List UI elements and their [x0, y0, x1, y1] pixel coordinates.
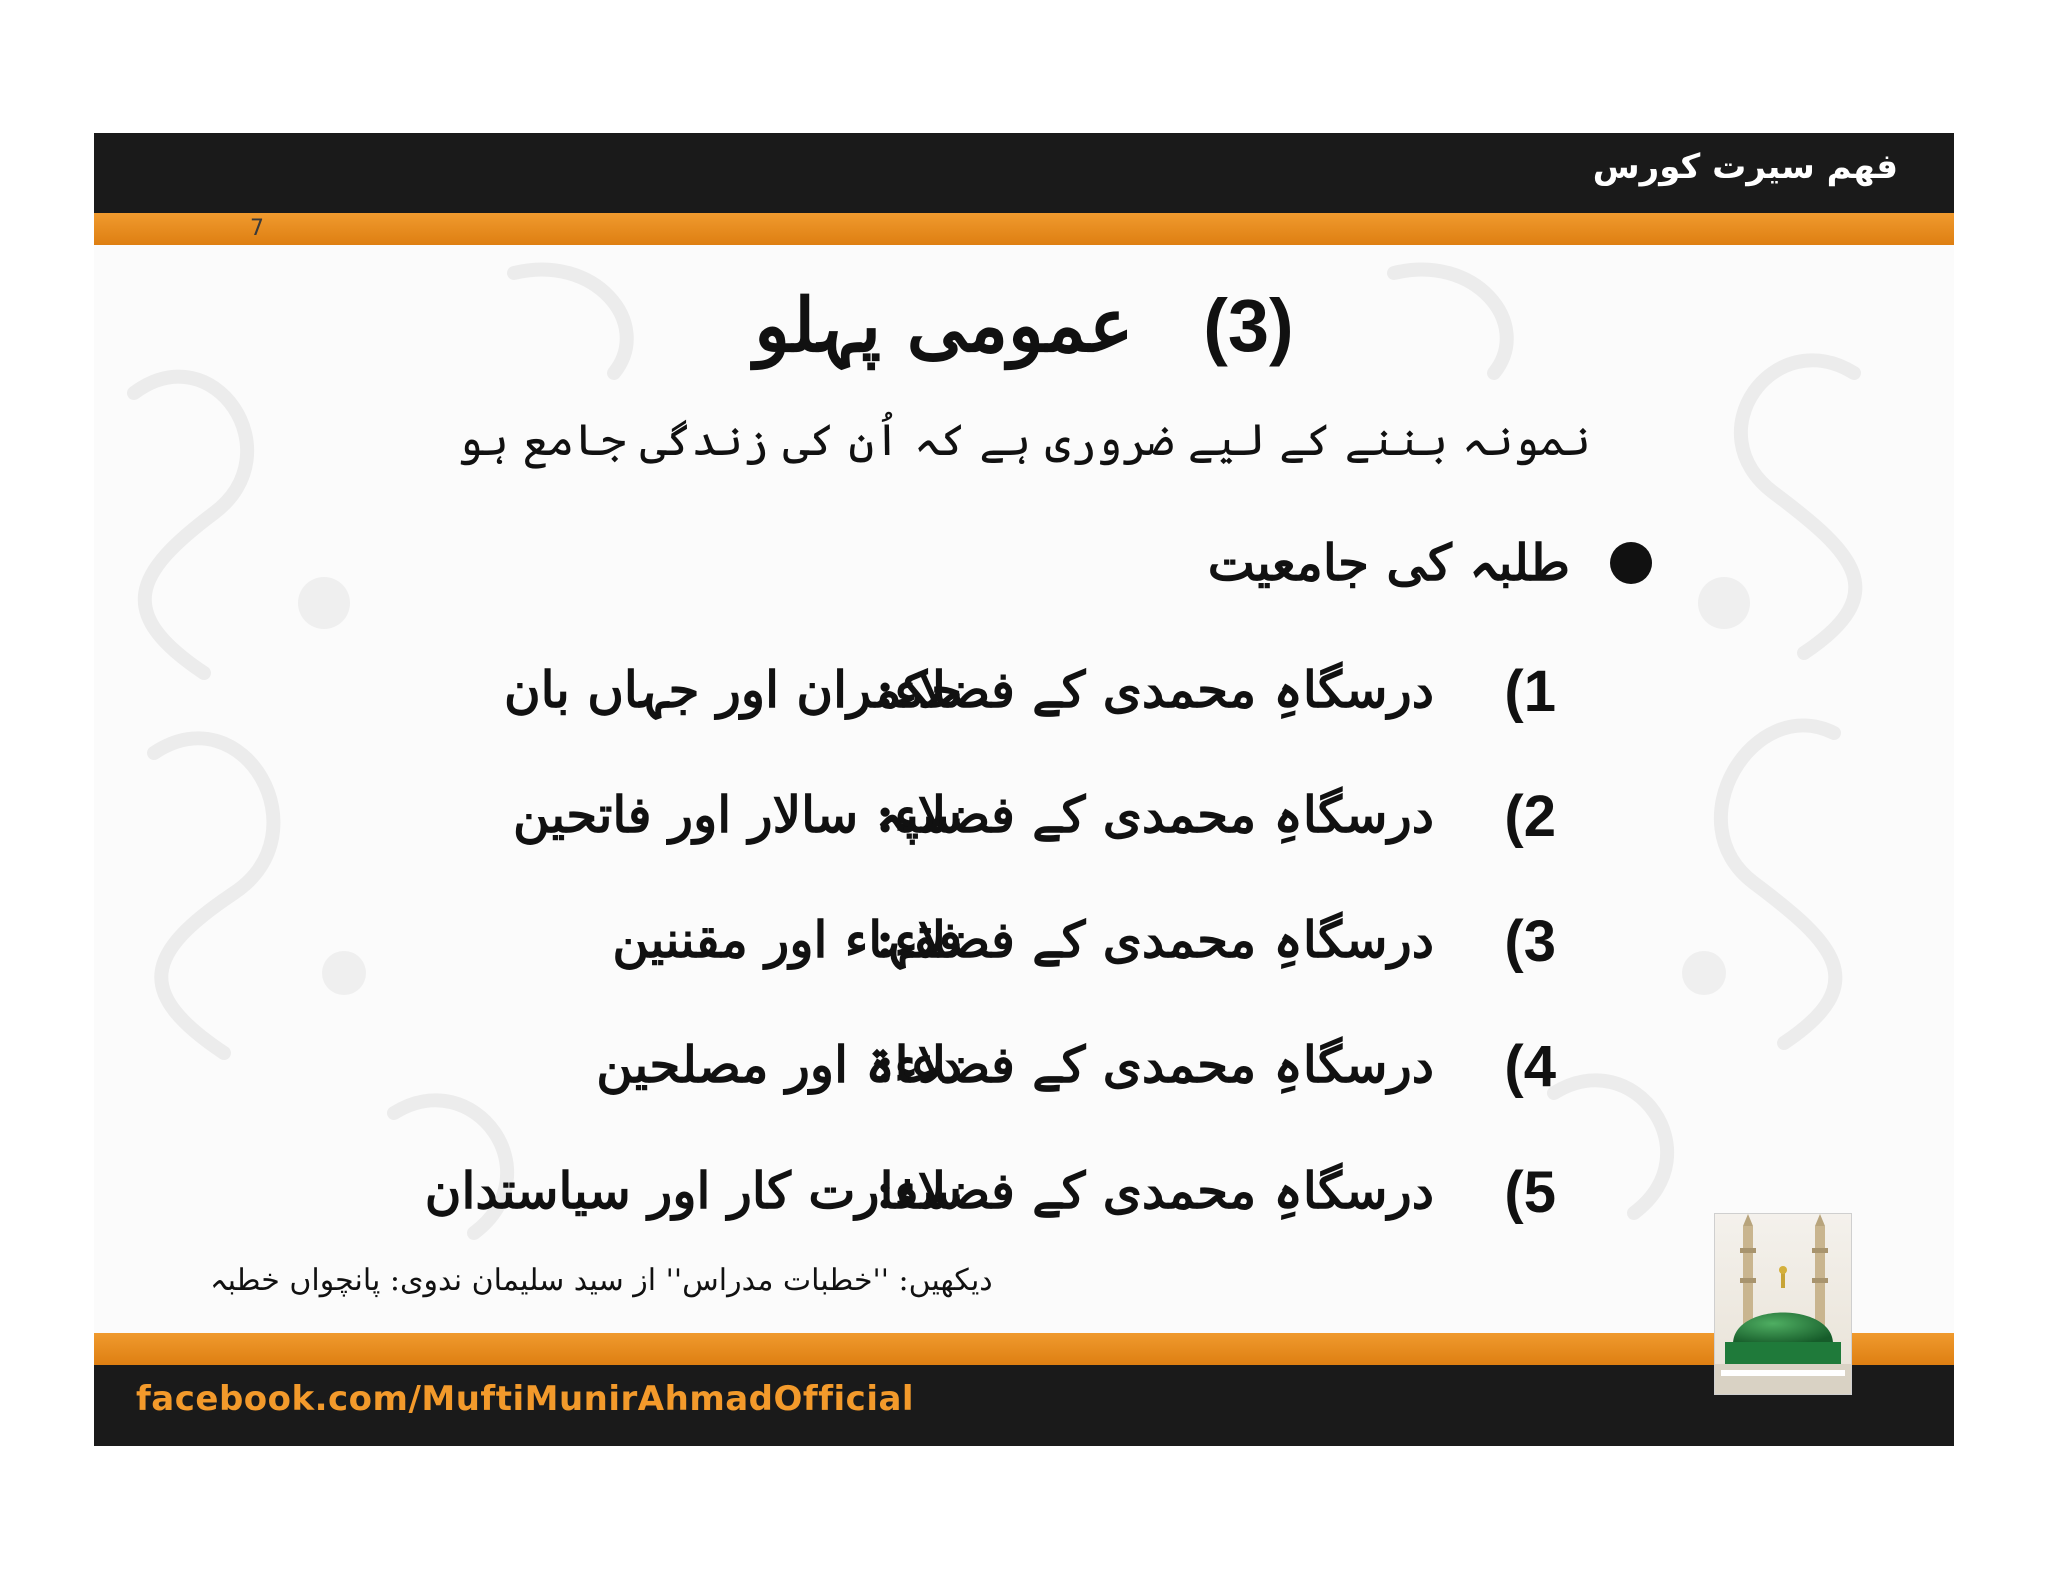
footer-accent-stripe — [94, 1333, 1954, 1365]
list-item — [94, 658, 1954, 738]
reference-note: دیکھیں: ''خطبات مدراس'' از سید سلیمان ندوی: پانچواں خطبہ — [210, 1263, 993, 1298]
list-item-number: (1 — [1504, 659, 1556, 724]
list-item-prefix: درسگاہِ محمدی کے فضلاء: — [875, 1035, 1434, 1094]
bullet-text: طلبہ کی جامعیت — [1207, 533, 1570, 592]
green-dome-mosque-icon — [1714, 1213, 1852, 1395]
list-item-number: (2 — [1504, 784, 1556, 849]
list-item-number: (4 — [1504, 1034, 1556, 1099]
bullet-point — [1208, 533, 1652, 592]
list-item — [94, 783, 1954, 863]
list-item — [94, 1159, 1954, 1239]
list-item-value: حکمران اور جہاں بان — [503, 660, 962, 719]
list-item-prefix: درسگاہِ محمدی کے فضلاء: — [875, 1161, 1434, 1220]
course-title: فهم سیرت کورس — [1592, 147, 1898, 187]
list-item-prefix: درسگاہِ محمدی کے فضلاء: — [875, 660, 1434, 719]
slide-number: 7 — [250, 216, 264, 241]
list-item-value: فقہاء اور مقننین — [612, 910, 962, 969]
list-item — [94, 908, 1954, 988]
list-item-prefix: درسگاہِ محمدی کے فضلاء: — [875, 910, 1434, 969]
slide-subtitle: نمونہ بننے کے لیے ضروری ہے کہ اُن کی زندگی جامع ہو — [457, 415, 1591, 466]
slide-heading — [94, 283, 1954, 369]
heading-text: عمومی پہلو — [754, 283, 1134, 369]
heading-number: (3) — [1203, 284, 1294, 367]
list-item-prefix: درسگاہِ محمدی کے فضلاء: — [875, 785, 1434, 844]
list-item-number: (3 — [1504, 909, 1556, 974]
list-item-number: (5 — [1504, 1160, 1556, 1225]
slide — [94, 133, 1954, 1446]
facebook-link[interactable]: facebook.com/MuftiMunirAhmadOfficial — [136, 1379, 915, 1419]
list-item-value: دعاۃ اور مصلحین — [596, 1035, 962, 1094]
list-item-value: سپہ سالار اور فاتحین — [513, 785, 962, 844]
list-item — [94, 1033, 1954, 1113]
header-accent-stripe — [94, 213, 1954, 245]
list-item-value: سفارت کار اور سیاستدان — [424, 1161, 962, 1220]
bullet-dot-icon — [1610, 542, 1652, 584]
